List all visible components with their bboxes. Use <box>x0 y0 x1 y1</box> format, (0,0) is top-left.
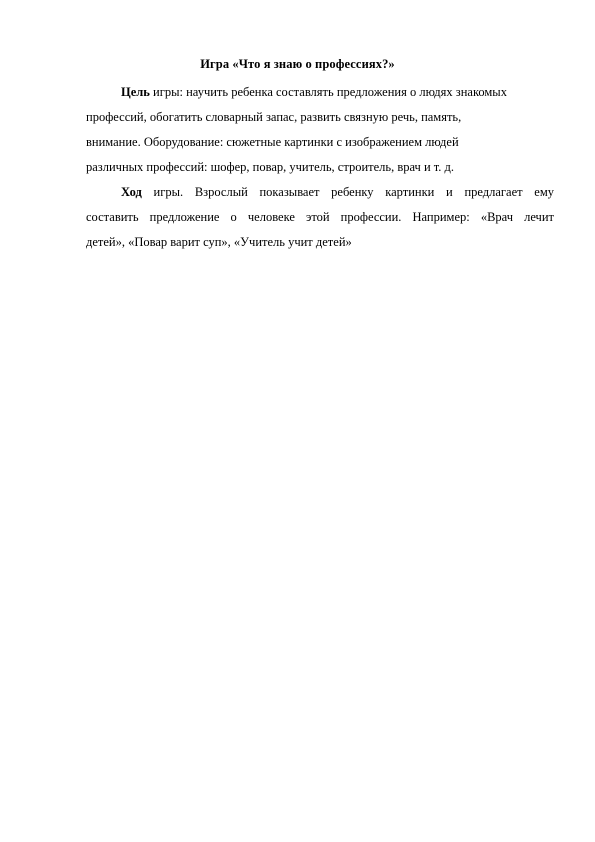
goal-line-1-text: игры: научить ребенка составлять предложения о людях знакомых <box>149 85 507 99</box>
move-line-1 <box>86 180 554 205</box>
move-label: Ход <box>121 185 142 199</box>
move-paragraph <box>86 180 554 255</box>
goal-line-4: различных профессий: шофер, повар, учитель, строитель, врач и т. д. <box>86 160 455 174</box>
move-line-2: составить предложение о человеке этой профессии. Например: «Врач лечит <box>86 210 554 224</box>
goal-line-1 <box>86 80 554 105</box>
goal-line-3: внимание. Оборудование: сюжетные картинки с изображением людей <box>86 135 459 149</box>
move-line-3: детей», «Повар варит суп», «Учитель учит детей» <box>86 235 352 249</box>
goal-paragraph <box>86 80 554 180</box>
goal-line-2: профессий, обогатить словарный запас, развить связную речь, память, <box>86 110 462 124</box>
move-line-1-text: игры. Взрослый показывает ребенку картинки и предлагает ему <box>141 185 554 199</box>
document-title: Игра «Что я знаю о профессиях?» <box>200 57 395 71</box>
goal-label: Цель <box>121 85 150 99</box>
